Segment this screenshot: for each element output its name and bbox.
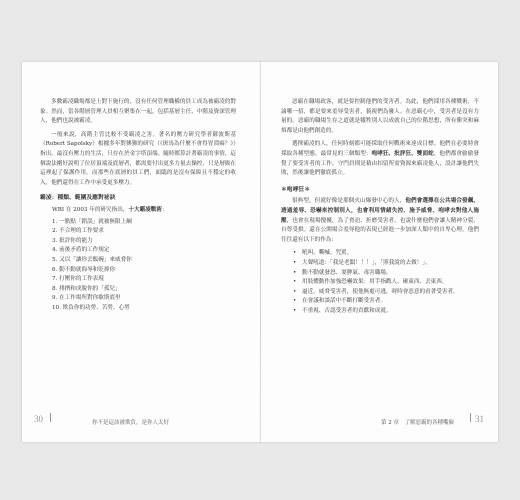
bullet-icon: •	[293, 259, 297, 266]
list-item-text: 逼近，威脅受害者，使他無處可逃，時時會惡意的看著受害者。	[302, 288, 459, 295]
left-page-body	[40, 98, 236, 313]
types-after-text: 。他們都會偷偷發覺了要受害者的工作，守門員則是藉由扣留所需資源來霸凌他人，設計讓他們失敗，然後讓他們徹底孤立。	[281, 150, 479, 177]
list-item: 6. 動不動就侮辱和貶抑你	[52, 266, 116, 273]
bullet-icon: •	[293, 269, 297, 276]
footer-divider	[470, 413, 471, 422]
paragraph-text: 選擇霸凌的人，任何時刻都可能採取任何戰術來達成目標。他們在必要時會採取各種型態，最常見的三個類型：	[281, 141, 479, 157]
list-item: 5. 又以「讓你丟飯碗」來威脅你	[52, 256, 132, 263]
list-item-text: 在會議和談話中不斷打斷受害者。	[302, 298, 386, 305]
list-item: 4. 前後矛盾的工作規定	[52, 247, 110, 254]
bullet-icon: •	[293, 298, 297, 305]
list-item	[293, 288, 479, 298]
intro-end-text: ：	[161, 206, 168, 213]
list-item: 8. 排擠和成脫你的「孤兒」	[52, 285, 121, 292]
list-item: 3. 批評你的能力	[52, 237, 93, 244]
list-item	[293, 269, 479, 279]
left-page	[22, 62, 260, 442]
list-item: 1. 一點點「錯誤」就被無限上綱	[52, 218, 132, 225]
paragraph	[281, 140, 479, 178]
paragraph: 惡霸在職場政客，就是要控制他們的受害者。為此，他們採用各種戰術，不論哪一招，都是要來羞辱受害者，藐視們為廢人。在惡霸心中，受害者是沒有力量的。惡霸的職場生存之道就是犧牲別人以成就自己的位階思想，所有衝突和麻煩都是由他們創造的。	[281, 99, 479, 134]
list-item	[293, 278, 479, 288]
list-item: 10. 欺負你的功勞、苦勞、心勞	[52, 304, 130, 311]
bullet-icon: •	[293, 307, 297, 314]
tactics-list	[52, 218, 236, 314]
page-number: 31	[475, 414, 484, 424]
list-item-text: 動不動就發怒、耍脾氣、毒害職場。	[302, 269, 392, 276]
behaviors-list	[281, 249, 479, 316]
list-item	[293, 249, 479, 259]
list-item: 9. 在工作場所對你歇斯底里	[52, 295, 121, 302]
paragraph: 一般來說，高階主管比較不受霸凌之害。著名的壓力研究學者薩波斯基（Robert Sapolsky）根據多年對狒狒的研究（《斑馬為什麼不會得胃潰瘍？》）指出，最沒有壓力的生活，只存在於金字塔頂端。隨時都算計著霸凌的事情，這個說法剛好說明了位居頂端及底層者，都需要付出更多力量去操控，只是層級在這裡起了保護作用。而那些在底層的員工們，面臨的是沒有保障且不穩定的收入，他們還得在工作中承受更多壓力。	[40, 131, 236, 186]
right-page	[261, 62, 499, 442]
page-number: 30	[34, 414, 43, 424]
list-item-text: 不重視、否認受害者的貢獻和成就。	[302, 307, 392, 314]
section-title: ＊咆哮狂＊	[281, 186, 310, 193]
section-heading: 霸凌：種類、範圍及應對祕訣	[40, 195, 116, 202]
running-footer: 第 2 章 了解惡霸的各種嘴臉	[381, 420, 454, 426]
list-item	[293, 297, 479, 307]
book-spread	[22, 62, 498, 442]
footer-divider	[50, 413, 51, 422]
intro-text: WBI 在 2003 年的研究指出，	[52, 206, 129, 213]
list-item-text: 用肢體動作加強恐嚇效果：用手指戳人、砸東西、丟東西。	[302, 279, 448, 286]
right-page-body	[281, 98, 479, 316]
list-item: 7. 打壓你的工作表現	[52, 276, 104, 283]
list-item: 2. 不合理的工作要求	[52, 228, 104, 235]
list-item	[293, 259, 479, 269]
intro-line	[40, 206, 236, 216]
types-bold-text: 咆哮狂、批評狂、雙面蛇	[371, 150, 434, 157]
running-footer: 你不是這該被欺負，是你人太好	[92, 420, 170, 426]
section-text: 很典型，但就好像是那個火山爆發中心的人，	[292, 198, 406, 205]
list-item-text: 吼叫、嘶喊、咒罵。	[302, 250, 353, 257]
list-item	[293, 307, 479, 317]
bullet-icon: •	[293, 250, 297, 257]
section-end-text: ，也會在現場攪擾，為了脅迫、折磨受害者。也說什麼他們會讓人精神分裂，自尊受損。還在公開場合羞辱他的表現已經進一步加深人類中的自卑心理。他們往往還有以下的作為：	[281, 217, 479, 243]
bullet-icon: •	[293, 279, 297, 286]
intro-bold-text: 十大霸凌戰術	[128, 206, 162, 213]
section-paragraph	[281, 197, 479, 245]
section-bold-text: 他們會選擇在公共場合發飆，透過羞辱、恐嚇來控制別人，也會利用情緒失控、施予威脅、咆哮去對他人施壓	[281, 198, 479, 224]
paragraph: 多數霸凌職場都是上對下施行的，沒有任何管理職權的員工成為被霸凌的對象。然而，當各階層管理人員相互聚集在一起，包括基層主任、中階及資深管理人，他們也說被霸凌。	[40, 99, 236, 125]
list-item-text: 大聲吼道：「我是老闆！！！」，「照我說的去做！」。	[302, 259, 431, 266]
bullet-icon: •	[293, 288, 297, 295]
